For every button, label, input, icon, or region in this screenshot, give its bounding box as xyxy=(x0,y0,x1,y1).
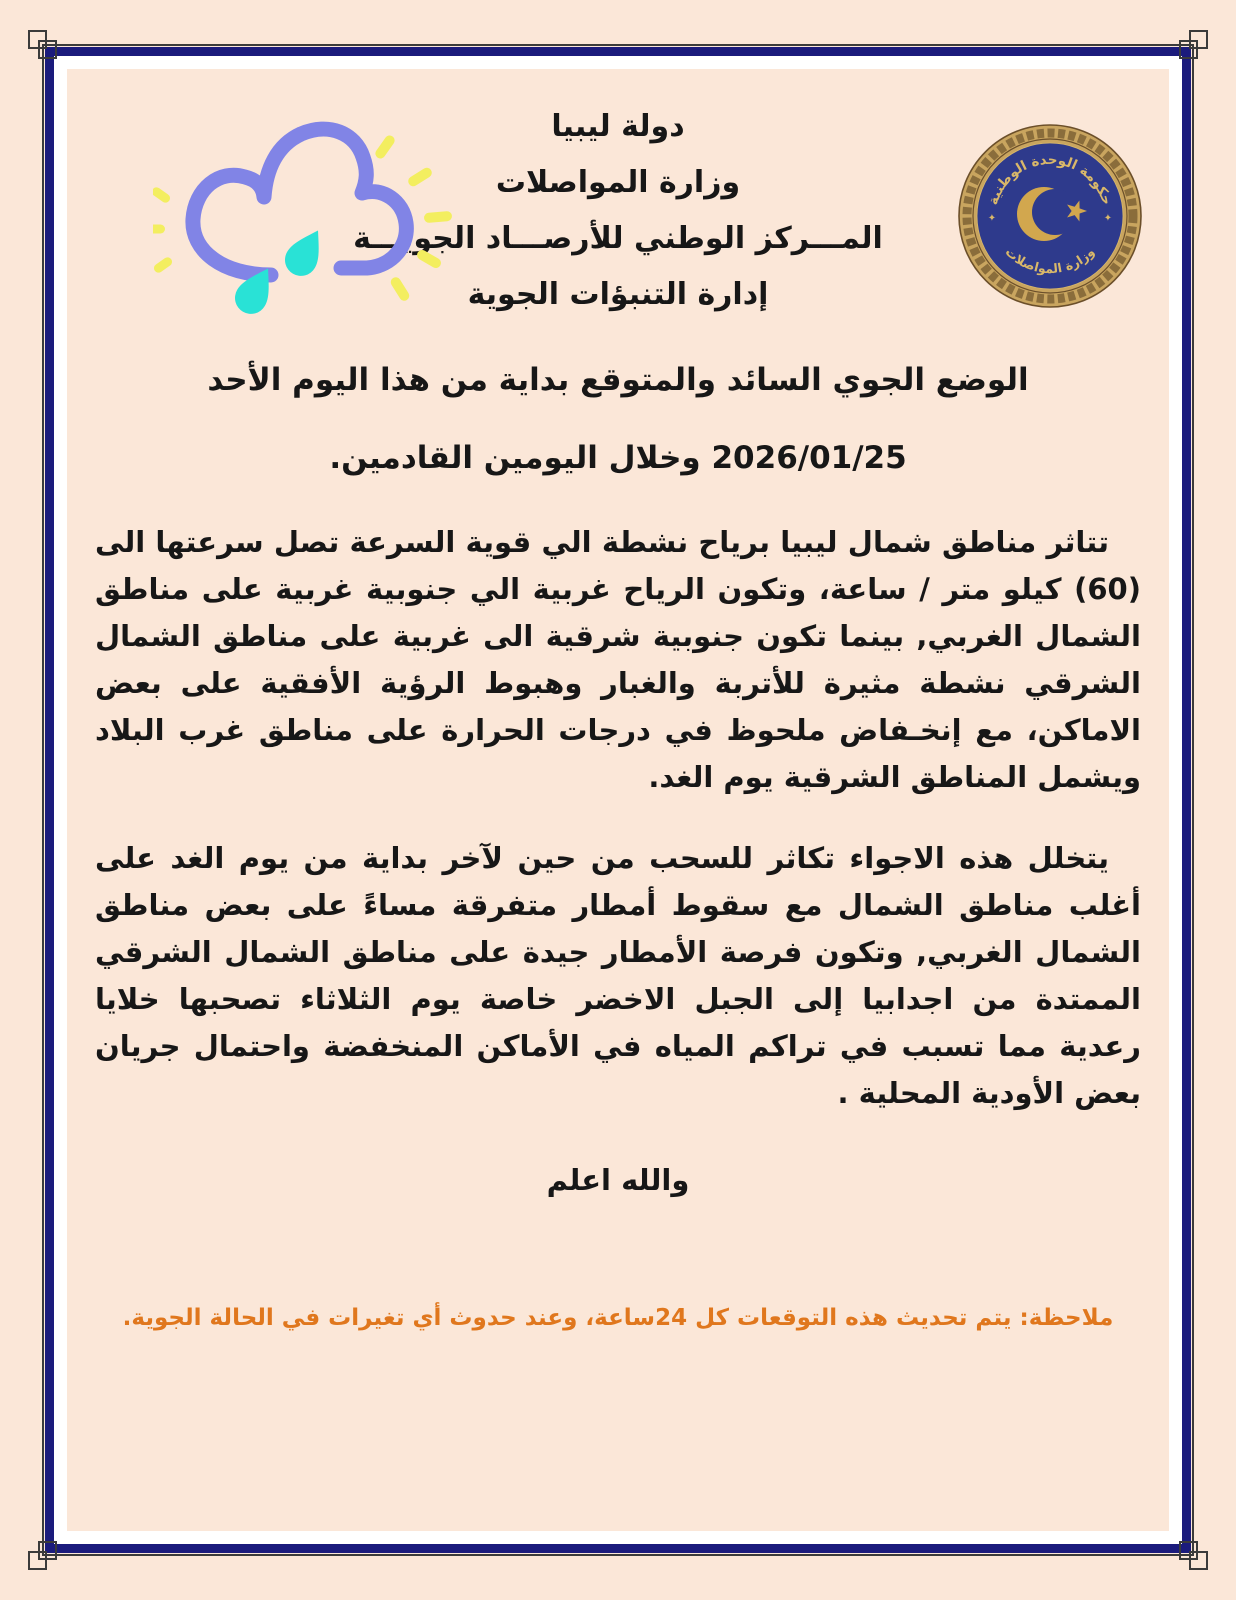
org-line-ministry: وزارة المواصلات xyxy=(495,165,741,200)
org-line-department: إدارة التنبؤات الجوية xyxy=(467,277,769,312)
org-line-center: المـــركز الوطني للأرصـــاد الجويـــة xyxy=(353,221,883,256)
bulletin-title-line1: الوضع الجوي السائد والمتوقع بداية من هذا اليوم الأحد xyxy=(207,362,1029,398)
forecast-paragraph-2: يتخلل هذه الاجواء تكاثر للسحب من حين لآخر بداية من يوم الغد على أغلب مناطق الشمال مع سقوط أمطار متفرقة مساءً على بعض مناطق الشمال الغربي, وتكون فرصة الأمطار جيدة على مناطق الشمال الشرقي الممتدة من اجدابيا إلى الجبل الاخضر خاصة يوم الثلاثاء تصحبها خلايا رعدية مما تسبب في تراكم المياه في الأماكن المنخفضة واحتمال جريان بعض الأودية المحلية . xyxy=(95,841,1141,1110)
document-content xyxy=(67,69,1169,1531)
seal-left-separator: ✦ xyxy=(987,213,997,224)
decorative-frame xyxy=(42,44,1194,1556)
closing-phrase: والله اعلم xyxy=(546,1163,690,1197)
seal-right-separator: ✦ xyxy=(1103,213,1113,224)
forecast-paragraph-1: تتاثر مناطق شمال ليبيا برياح نشطة الي قوية السرعة تصل سرعتها الى (60) كيلو متر / ساعة، وتكون الرياح غربية الي جنوبية غربية على مناطق الشمال الغربي, بينما تكون جنوبية شرقية الى غربية على مناطق الشمال الشرقي نشطة مثيرة للأتربة والغبار وهبوط الرؤية الأفقية على بعض الاماكن، مع إنخـفاض ملحوظ في درجات الحرارة على مناطق غرب البلاد ويشمل المناطق الشرقية يوم الغد. xyxy=(95,525,1141,794)
org-line-country: دولة ليبيا xyxy=(551,109,685,144)
frame-white-band xyxy=(54,56,1182,1544)
header-row xyxy=(95,93,1141,327)
ministry-seal xyxy=(955,121,1145,311)
seal-bottom-text: وزارة المواصلات xyxy=(1002,243,1098,277)
bulletin-title-date-line: 2026/01/25 وخلال اليومين القادمين. xyxy=(329,440,907,476)
rain-cloud-with-sun-icon xyxy=(153,117,483,327)
frame-navy-band xyxy=(45,47,1191,1553)
seal-top-text: حكومة الوحدة الوطنية xyxy=(985,151,1115,208)
update-note: ملاحظة: يتم تحديث هذه التوقعات كل 24ساعة، وعند حدوث أي تغيرات في الحالة الجوية. xyxy=(122,1305,1114,1331)
